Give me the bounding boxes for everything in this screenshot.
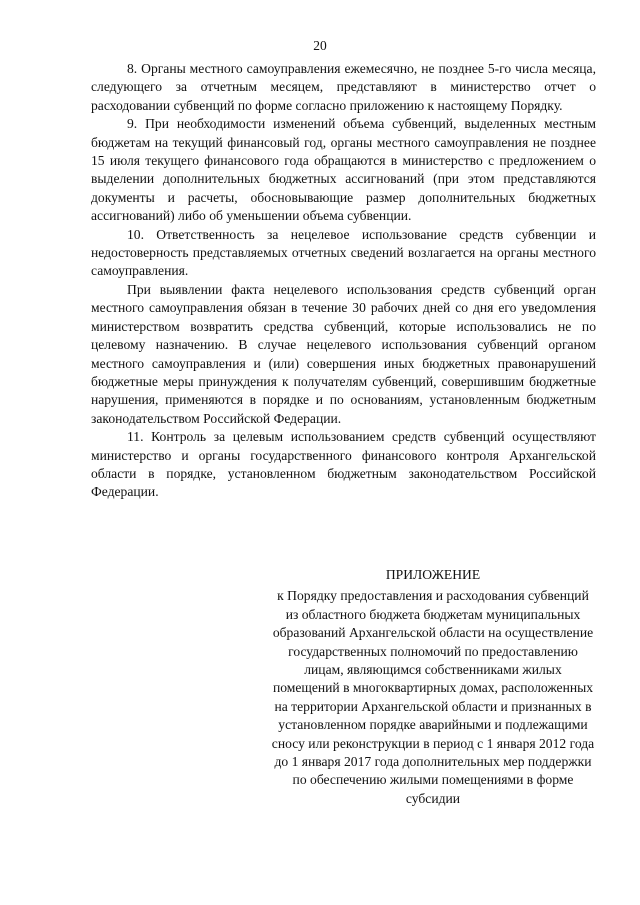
paragraph-11: 11. Контроль за целевым использованием средств субвенций осуществляют министерство и органы государственного финансового контроля Архангельской области в порядке, установленном бюджетным законодательством Российской Федерации. xyxy=(91,429,596,500)
appendix-block xyxy=(270,566,596,808)
paragraph-8: 8. Органы местного самоуправления ежемесячно, не позднее 5-го числа месяца, следующего за отчетным месяцем, представляют в министерство отчет о расходовании субвенций по форме согласно приложению к настоящему Порядку. xyxy=(91,61,596,113)
body-text xyxy=(91,60,596,502)
paragraph-9: 9. При необходимости изменений объема субвенций, выделенных местным бюджетам на текущий финансовый год, органы местного самоуправления не позднее 15 июля текущего финансового года обращаются в министерство с предложением о выделении дополнительных бюджетных ассигнований (при этом представляются документы и расчеты, обосновывающие размер дополнительных бюджетных ассигнований) либо об уменьшении объема субвенции. xyxy=(91,116,596,224)
paragraph-10: 10. Ответственность за нецелевое использование средств субвенции и недостоверность представляемых отчетных сведений возлагается на органы местного самоуправления. xyxy=(91,226,596,279)
appendix-title: ПРИЛОЖЕНИЕ xyxy=(385,567,481,582)
paragraph-10-continuation: При выявлении факта нецелевого использования средств субвенций орган местного самоуправления обязан в течение 30 рабочих дней со дня его уведомления министерством возвратить средства субвенций, которые использовались не по целевому назначению. В случае нецелевого использования субвенций органом местного самоуправления и (или) совершения иных бюджетных правонарушений бюджетные меры принуждения к получателям субвенций, совершившим бюджетные нарушения, применяются в порядке и по основаниям, установленным бюджетным законодательством Российской Федерации. xyxy=(91,281,596,426)
appendix-subtitle: к Порядку предоставления и расходования субвенций из областного бюджета бюджетам муниципальных образований Архангельской области на осуществление государственных полномочий по предоставлению лицам, являющимся собственниками жилых помещений в многоквартирных домах, расположенных на территории Архангельской области и признанных в установленном порядке аварийными и подлежащими сносу или реконструкции в период с 1 января 2012 года до 1 января 2017 года дополнительных мер поддержки по обеспечению жилыми помещениями в форме субсидии xyxy=(271,588,595,806)
page-number: 20 xyxy=(313,38,327,53)
